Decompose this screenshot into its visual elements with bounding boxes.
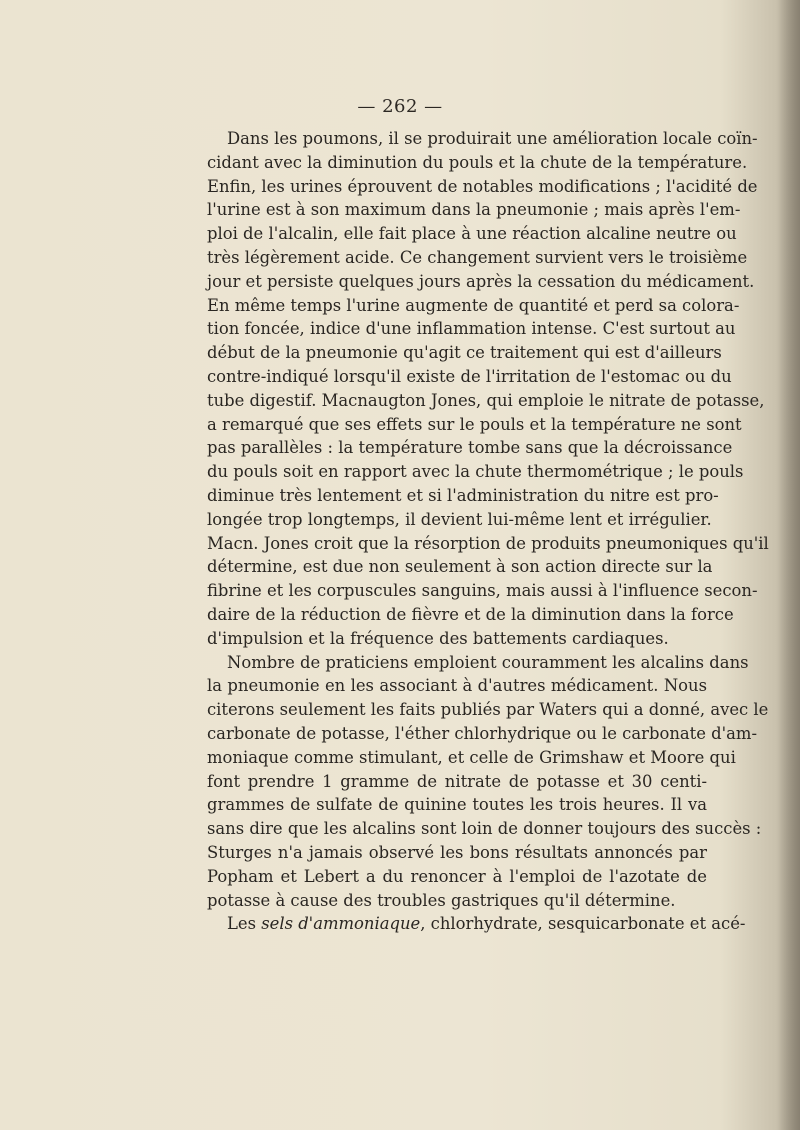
- text-line: du pouls soit en rapport avec la chute thermométrique ; le pouls: [207, 462, 744, 482]
- text-line: l'urine est à son maximum dans la pneumonie ; mais après l'em-: [207, 200, 741, 220]
- text-line: tion foncée, indice d'une inflammation intense. C'est surtout au: [207, 319, 736, 339]
- text-line: carbonate de potasse, l'éther chlorhydrique ou le carbonate d'am-: [207, 723, 758, 743]
- text-line: daire de la réduction de fièvre et de la diminution dans la force: [207, 604, 734, 624]
- text-line: En même temps l'urine augmente de quantité et perd sa colora-: [207, 295, 740, 315]
- text-line: Sturges n'a jamais observé les bons résultats annoncés par: [207, 842, 707, 862]
- text-line: Dans les poumons, il se produirait une amélioration locale coïn-: [227, 129, 758, 148]
- italic-phrase: sels d'ammoniaque: [261, 914, 421, 934]
- text-line: début de la pneumonie qu'agit ce traitement qui est d'ailleurs: [207, 343, 722, 363]
- text-line: pas parallèles : la température tombe sans que la décroissance: [207, 438, 733, 458]
- text-line: ploi de l'alcalin, elle fait place à une réaction alcaline neutre ou: [207, 224, 737, 244]
- text-line: citerons seulement les faits publiés par Waters qui a donné, avec le: [207, 700, 769, 720]
- text-line: grammes de sulfate de quinine toutes les trois heures. Il va: [207, 795, 707, 815]
- page-number: — 262 —: [357, 96, 443, 117]
- paragraph-2: [207, 651, 769, 913]
- paragraph-3: [207, 912, 746, 936]
- text-line: Macn. Jones croit que la résorption de produits pneumoniques qu'il: [207, 533, 769, 553]
- text-line: cidant avec la diminution du pouls et la chute de la température.: [207, 152, 748, 172]
- text-line: détermine, est due non seulement à son action directe sur la: [207, 557, 713, 577]
- text-line: diminue très lentement et si l'administration du nitre est pro-: [207, 485, 719, 505]
- text-line: Nombre de praticiens emploient couramment les alcalins dans: [227, 652, 749, 672]
- text-line: longée trop longtemps, il devient lui-même lent et irrégulier.: [207, 509, 712, 529]
- text-line: [207, 912, 746, 936]
- text-line: fibrine et les corpuscules sanguins, mais aussi à l'influence secon-: [207, 581, 758, 601]
- text-line: tube digestif. Macnaugton Jones, qui emploie le nitrate de potasse,: [207, 390, 765, 410]
- text-line: a remarqué que ses effets sur le pouls et la température ne sont: [207, 414, 742, 434]
- paragraph-1: [207, 127, 769, 651]
- text-line: contre-indiqué lorsqu'il existe de l'irritation de l'estomac ou du: [207, 366, 732, 386]
- text-line: font prendre 1 gramme de nitrate de potasse et 30 centi-: [207, 771, 707, 791]
- body-text: [207, 127, 769, 936]
- text-segment: Les: [227, 914, 262, 934]
- text-line: sans dire que les alcalins sont loin de donner toujours des succès :: [207, 819, 762, 839]
- text-segment: , chlorhydrate, sesquicarbonate et acé-: [420, 914, 746, 934]
- text-line: moniaque comme stimulant, et celle de Grimshaw et Moore qui: [207, 747, 736, 767]
- text-line: la pneumonie en les associant à d'autres médicament. Nous: [207, 676, 707, 696]
- text-line: Enfin, les urines éprouvent de notables modifications ; l'acidité de: [207, 176, 758, 196]
- page-edge-shadow: [778, 0, 800, 1130]
- text-line: Popham et Lebert a du renoncer à l'emploi de l'azotate de: [207, 866, 707, 886]
- text-line: très légèrement acide. Ce changement survient vers le troisième: [207, 247, 748, 267]
- text-line: potasse à cause des troubles gastriques qu'il détermine.: [207, 890, 676, 910]
- text-line: d'impulsion et la fréquence des battements cardiaques.: [207, 628, 669, 648]
- text-line: jour et persiste quelques jours après la cessation du médicament.: [207, 271, 755, 291]
